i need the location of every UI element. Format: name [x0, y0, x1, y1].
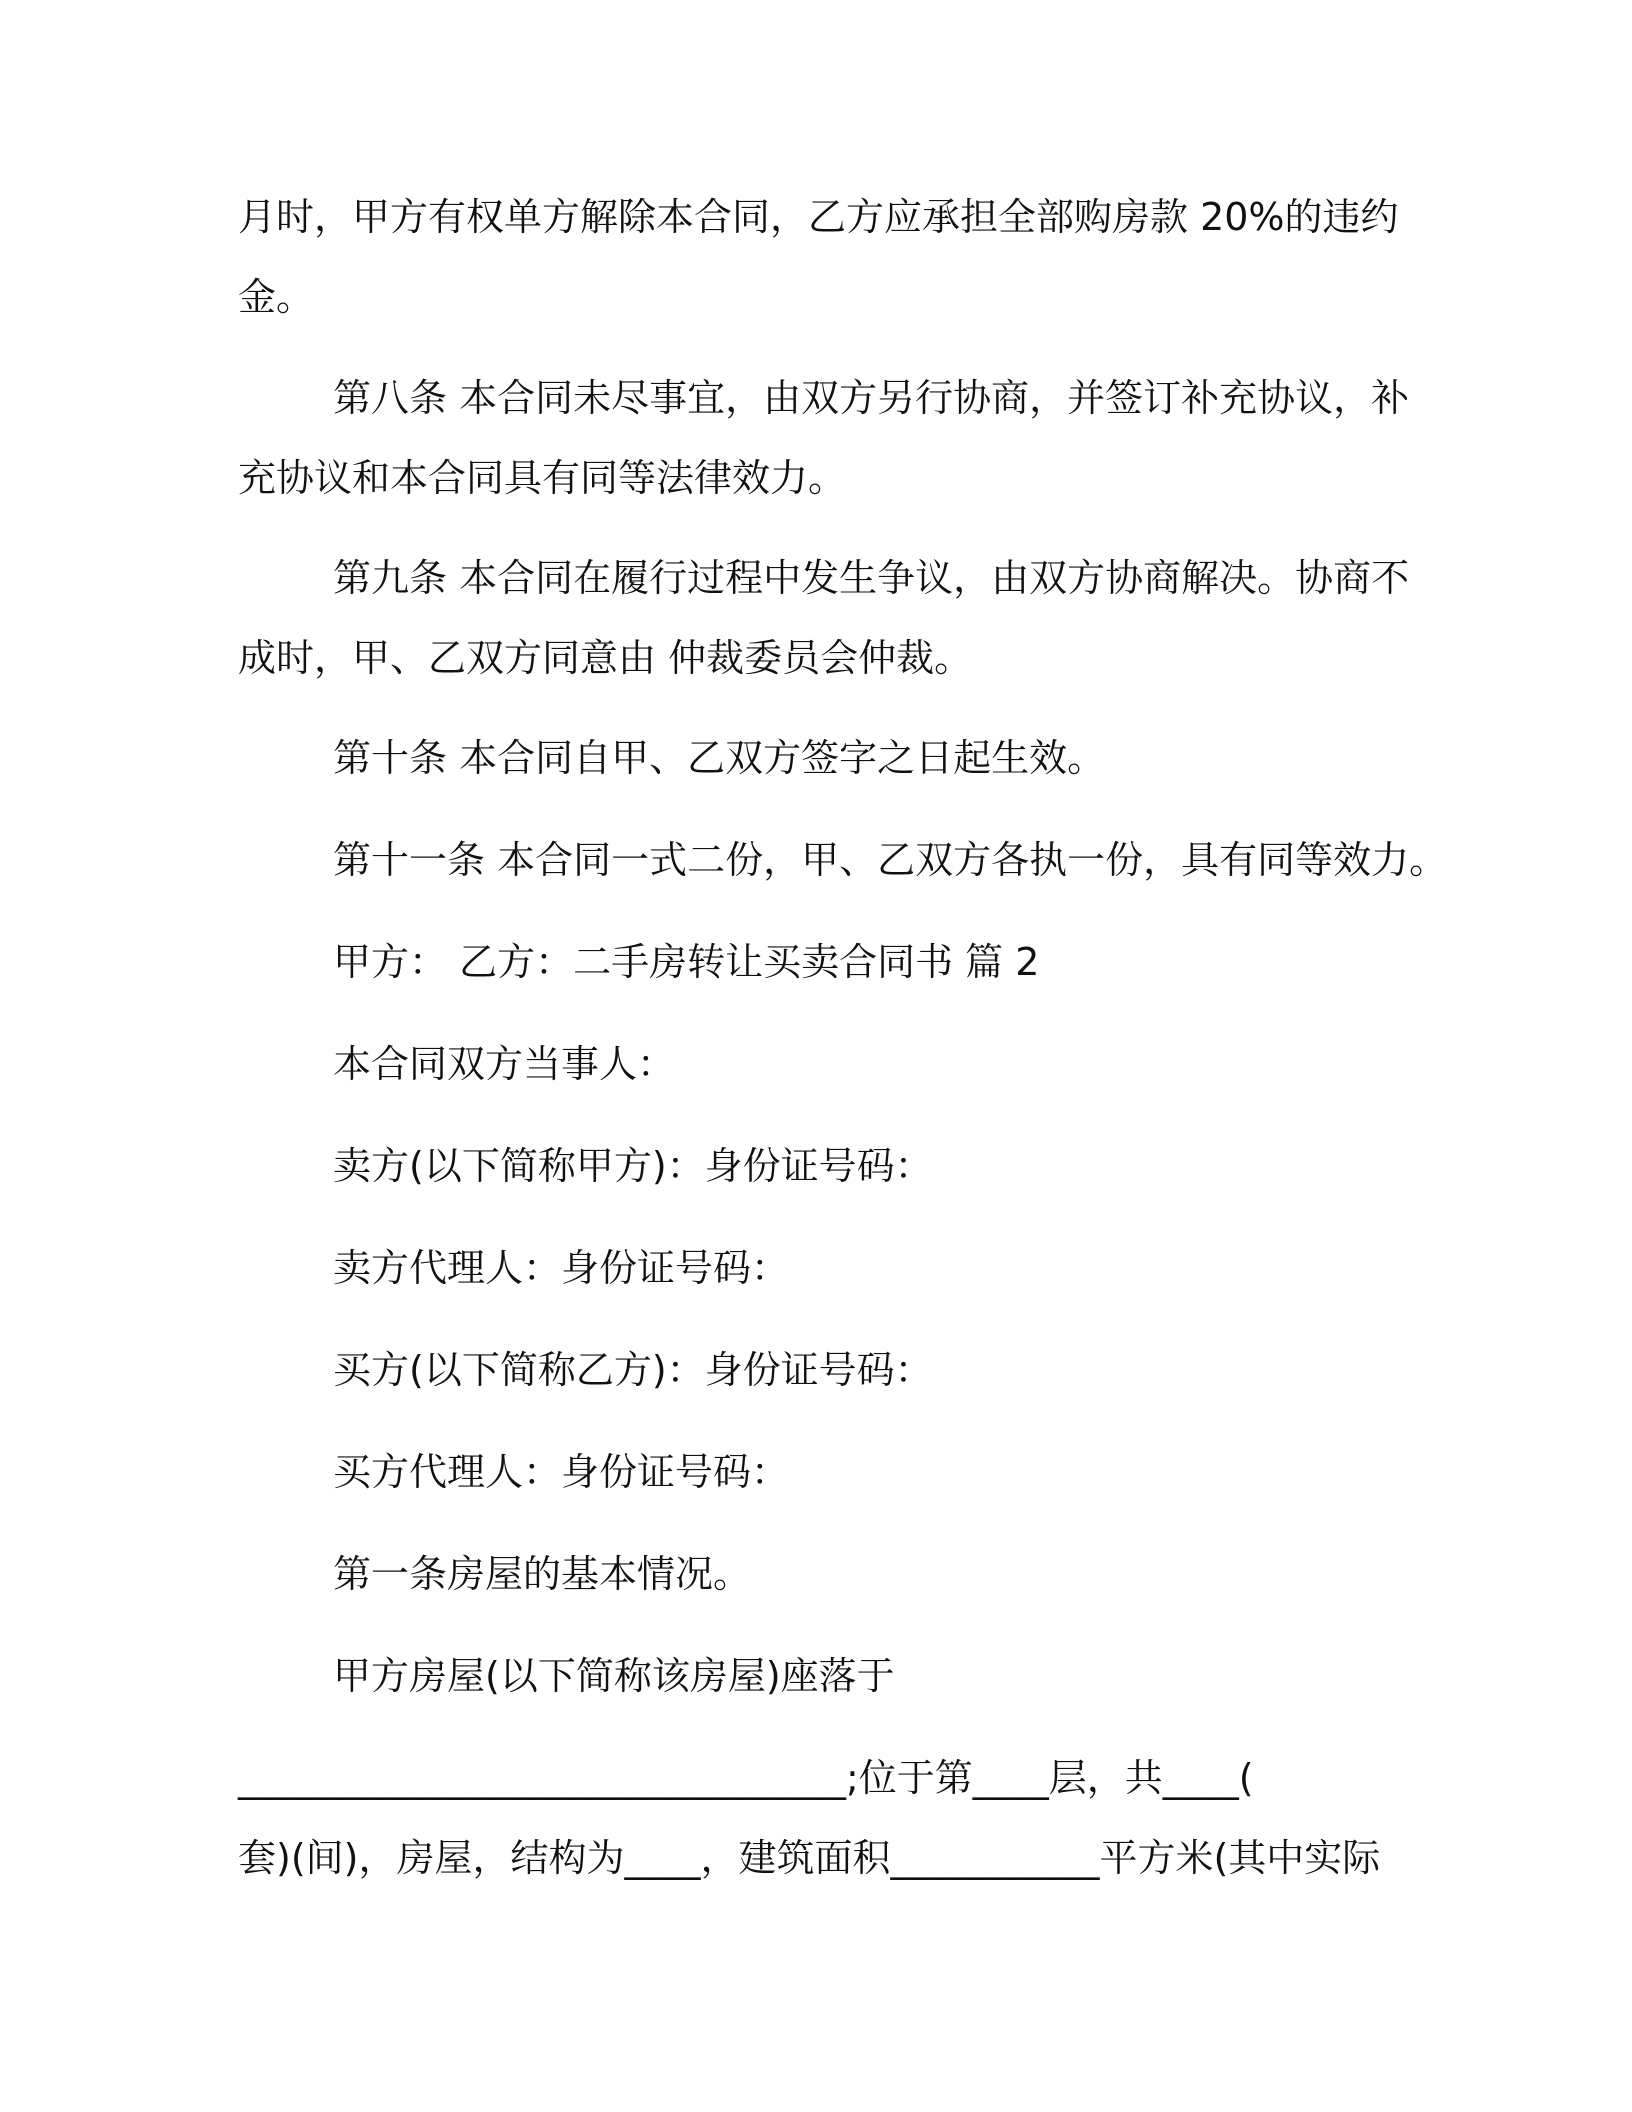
text-line: 第九条 本合同在履行过程中发生争议，由双方协商解决。协商不 — [333, 556, 1410, 600]
text-line: 甲方房屋(以下简称该房屋)座落于 — [333, 1654, 895, 1698]
text-line: 充协议和本合同具有同等法律效力。 — [238, 456, 847, 500]
text-line: 本合同双方当事人： — [333, 1042, 676, 1086]
text-line: 月时，甲方有权单方解除本合同，乙方应承担全部购房款 20%的违约 — [238, 195, 1399, 239]
text-line: ________________________________;位于第____层，共____( — [238, 1756, 1254, 1800]
text-line: 第十一条 本合同一式二份，甲、乙双方各执一份，具有同等效力。 — [333, 838, 1448, 882]
text-line: 套)(间)，房屋，结构为____，建筑面积___________平方米(其中实际 — [238, 1836, 1381, 1880]
text-line: 卖方代理人：身份证号码： — [333, 1246, 790, 1290]
text-line: 甲方： 乙方：二手房转让买卖合同书 篇 2 — [333, 940, 1040, 984]
text-line: 卖方(以下简称甲方)：身份证号码： — [333, 1144, 933, 1188]
text-line: 第十条 本合同自甲、乙双方签字之日起生效。 — [333, 736, 1106, 780]
text-line: 成时，甲、乙双方同意由 仲裁委员会仲裁。 — [238, 636, 973, 680]
text-line: 买方(以下简称乙方)：身份证号码： — [333, 1348, 933, 1392]
text-line: 第一条房屋的基本情况。 — [333, 1552, 752, 1596]
text-line: 买方代理人：身份证号码： — [333, 1450, 790, 1494]
text-line: 第八条 本合同未尽事宜，由双方另行协商，并签订补充协议，补 — [333, 376, 1410, 420]
text-line: 金。 — [238, 275, 315, 319]
